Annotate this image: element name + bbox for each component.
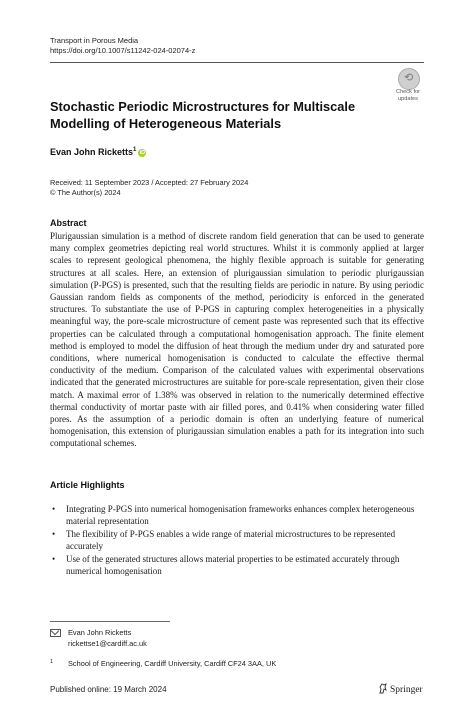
author-line [50,147,146,157]
corresponding-email[interactable]: rickettse1@cardiff.ac.uk [68,638,147,648]
bullet-icon: • [52,553,56,564]
journal-name: Transport in Porous Media [50,36,139,45]
footnote-rule [50,621,170,622]
orcid-icon[interactable]: iD [139,150,146,156]
copyright: © The Author(s) 2024 [50,188,121,197]
received-accepted: Received: 11 September 2023 / Accepted: 27 February 2024 [50,178,249,187]
highlights-list [50,503,424,578]
abstract-heading: Abstract [50,218,87,228]
springer-horse-icon [378,683,388,694]
badge-line-2: updates [398,95,418,102]
badge-line-1: Check for [396,89,420,95]
article-title: Stochastic Periodic Microstructures for Multiscale Modelling of Heterogeneous Materials [50,99,356,131]
publisher-name: Springer [390,685,423,695]
corresponding-name: Evan John Ricketts [68,628,132,637]
publisher-logo [378,683,423,695]
published-date: Published online: 19 March 2024 [50,685,167,694]
check-for-updates-icon: ⟲ [398,68,420,90]
author-affiliation-mark: 1 [133,147,137,153]
affiliation [50,659,276,669]
highlight-text: The flexibility of P-PGS enables a wide range of material microstructures to be represented accurately [66,528,396,552]
bullet-icon: • [52,528,56,539]
doi-link[interactable]: https://doi.org/10.1007/s11242-024-02074-z [50,46,196,55]
check-for-updates-badge[interactable] [392,68,424,102]
corresponding-author [50,628,147,649]
highlight-text: Use of the generated structures allows material properties to be estimated accurately through numerical homogenisation [66,553,400,577]
list-item [50,503,424,527]
abstract-text: Plurigaussian simulation is a method of discrete random field generation that can be used to generate many complex geometries depicting real world structures. Whilst it is commonly applied at larger scales to represent geological phenomena, the highly flexible approach is suitable for generating structures at all scales. Here, an extension of plurigaussian simulation to periodic plurigaussian simulation (P-PGS) is presented, such that the resulting fields are periodic in nature. By using periodic Gaussian random fields as components of the method, periodicity is enforced in the generated structures. To substantiate the use of P-PGS in capturing complex heterogeneities in a physically meaningful way, the pore-scale microstructure of cement paste was represented such that its effective properties can be calculated through a computational homogenisation approach. The finite element method is employed to model the diffusion of heat through the medium under dry and saturated pore conditions, where numerical homogenisation is conducted to calculate the effective thermal conductivity of the medium. Comparison of the calculated values with experimental observations indicated that the generated microstructures are suitable for pore-scale representation, given their close match. A maximal error of 1.38% was observed in relation to the numerically determined effective thermal conductivity of mortar paste with air filled pores, and 0.41% when considering water filled pores. As the assumption of a periodic domain is often an underlying feature of numerical homogenisation, this extension of plurigaussian simulation enables a path for its integration into such computational schemes. [50,231,424,449]
list-item [50,553,424,577]
article-dates [50,178,248,198]
highlights-heading: Article Highlights [50,480,125,490]
highlight-text: Integrating P-PGS into numerical homogenisation frameworks enhances complex heterogeneous material representation [66,504,415,527]
list-item [50,528,424,552]
affiliation-text: School of Engineering, Cardiff University, Cardiff CF24 3AA, UK [68,659,277,668]
affiliation-mark: 1 [50,659,54,665]
journal-header [50,36,195,56]
author-name[interactable]: Evan John Ricketts [50,147,134,157]
envelope-icon [50,629,61,637]
header-rule [50,62,424,63]
bullet-icon: • [52,504,56,514]
